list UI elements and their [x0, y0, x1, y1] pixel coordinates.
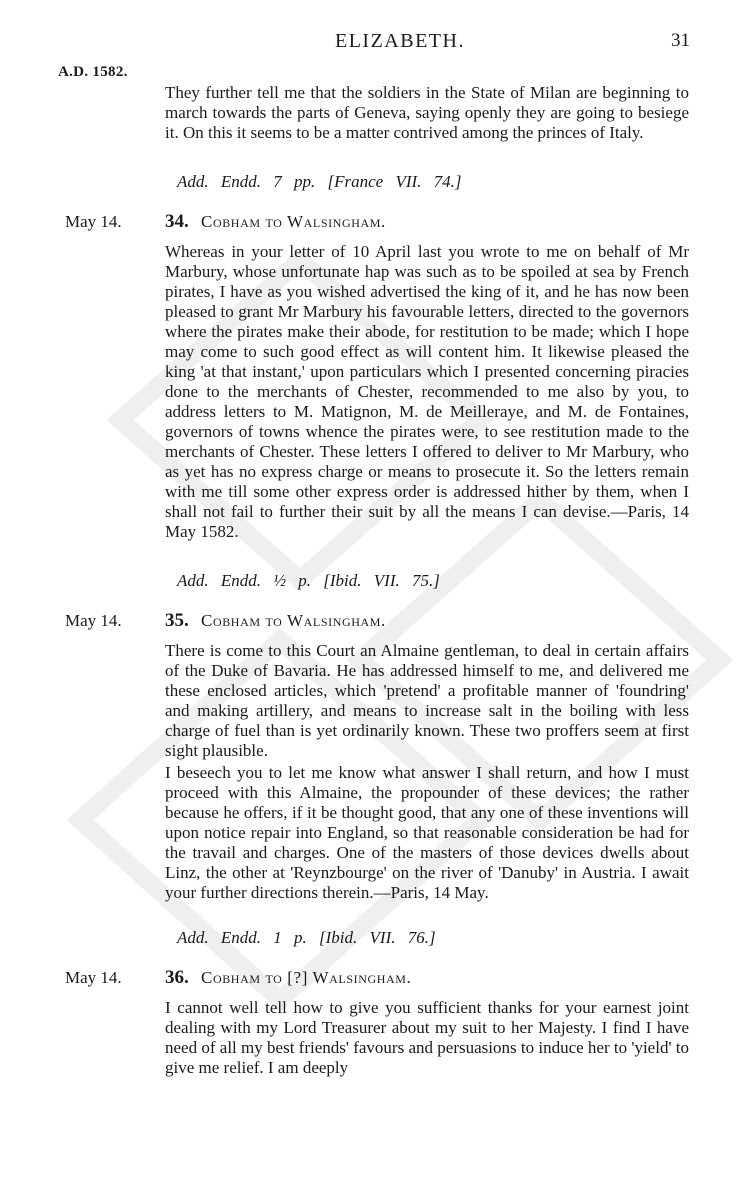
entry-34-endorsement: Add. Endd. ½ p. [Ibid. VII. 75.]: [177, 571, 440, 590]
running-title: ELIZABETH.: [335, 30, 465, 52]
margin-year-note: A.D. 1582.: [58, 64, 128, 80]
entry-35-date: May 14.: [65, 611, 122, 630]
entry-36-heading: Cobham to [?] Walsingham.: [201, 968, 412, 987]
entry-34-heading: Cobham to Walsingham.: [201, 212, 386, 231]
entry-34-paragraph: Whereas in your letter of 10 April last you wrote to me on behalf of Mr Marbury, whose unfortunate hap was such as to be spoiled at sea by French pirates, I have as you wished advertised the king of it, and he has now been pleased to grant Mr Marbury his favourable letters, directed to the governors where the pirates make their abode, for restitution to be made; which I hope may come to such good effect as will content him. It likewise pleased the king 'at that instant,' upon particulars which I presented concerning piracies done to the merchants of Chester, recommended to me also by you, to address letters to M. Matignon, M. de Meilleraye, and M. de Fontaines, governors of towns whence the pirates were, to see restitution made to the merchants of Chester. These letters I offered to deliver to Mr Marbury, who as yet has no express charge or means to prosecute it. So the letters remain with me till some other express order is addressed hither by them, when I shall not fail to further their suit by all the means I can devise.—Paris, 14 May 1582.: [165, 242, 689, 541]
page-number: 31: [671, 30, 690, 51]
entry-35-paragraph-1: There is come to this Court an Almaine gentleman, to deal in certain affairs of the Duke of Bavaria. He has addressed himself to me, and delivered me these enclosed articles, which 'pretend' a profitable manner of 'foundring' and making artillery, and means to increase salt in the boiling with less charge of fuel than is yet ordinarily known. These two proffers seem at first sight plausible.: [165, 641, 689, 760]
running-head: [0, 30, 748, 56]
intro-endorsement: Add. Endd. 7 pp. [France VII. 74.]: [177, 172, 462, 191]
intro-paragraph: They further tell me that the soldiers in the State of Milan are beginning to march towards the parts of Geneva, saying openly they are going to besiege it. On this it seems to be a matter contrived among the princes of Italy.: [165, 83, 689, 142]
entry-35-heading: Cobham to Walsingham.: [201, 611, 386, 630]
entry-36-date: May 14.: [65, 968, 122, 987]
entry-36-paragraph: I cannot well tell how to give you sufficient thanks for your earnest joint dealing with my Lord Treasurer about my suit to her Majesty. I find I have need of all my best friends' favours and persuasions to induce her to 'yield' to give me relief. I am deeply: [165, 998, 689, 1077]
entry-34-date: May 14.: [65, 212, 122, 231]
entry-35-number: 35.: [165, 610, 189, 631]
entry-34-number: 34.: [165, 211, 189, 232]
entry-36-number: 36.: [165, 967, 189, 988]
entry-35-endorsement: Add. Endd. 1 p. [Ibid. VII. 76.]: [177, 928, 436, 947]
entry-35-paragraph-2: I beseech you to let me know what answer I shall return, and how I must proceed with this Almaine, the propounder of these devices; the rather because he offers, if it be thought good, that any one of these inventions will upon notice repair into England, so that reasonable consideration be had for the travail and charges. One of the masters of those devices dwells about Linz, the other at 'Reynzbourge' on the river of 'Danuby' in Austria. I await your further directions therein.—Paris, 14 May.: [165, 763, 689, 902]
